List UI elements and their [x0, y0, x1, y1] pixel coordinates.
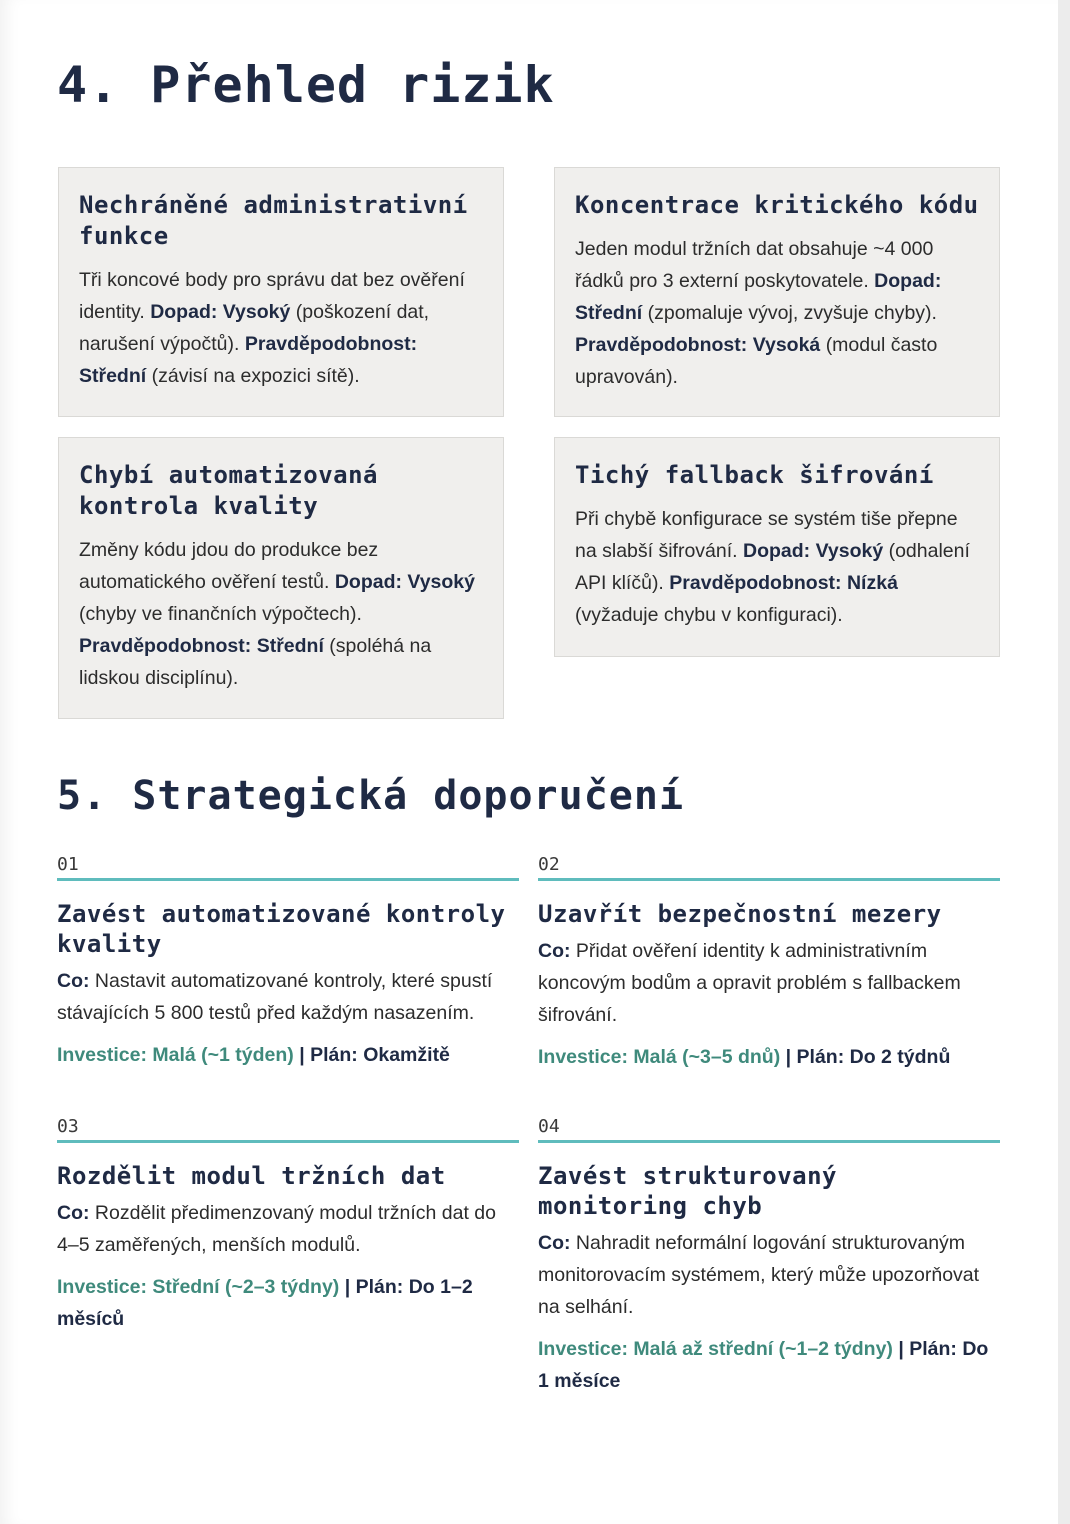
- recommendation-title: Zavést automatizované kontroly kvality: [57, 900, 506, 958]
- risks-section-heading: 4. Přehled rizik: [57, 56, 555, 114]
- recommendation-number: 03: [57, 1116, 79, 1137]
- risk-title: Tichý fallback šifrování: [575, 461, 934, 489]
- page-edge: [1058, 0, 1070, 1524]
- divider: [538, 878, 1000, 881]
- recommendation-title: Rozdělit modul tržních dat: [57, 1162, 446, 1190]
- recommendations-section-heading: 5. Strategická doporučení: [57, 773, 685, 819]
- recommendation-title: Uzavřít bezpečnostní mezery: [538, 900, 942, 928]
- risk-card: [554, 437, 1000, 657]
- recommendation-meta: Investice: Malá až střední (~1–2 týdny) | Plán: Do 1 měsíce: [538, 1338, 989, 1392]
- risk-title: Koncentrace kritického kódu: [575, 191, 979, 219]
- recommendation-title: Zavést strukturovaný monitoring chyb: [538, 1162, 837, 1220]
- recommendation-number: 04: [538, 1116, 560, 1137]
- recommendation-meta: Investice: Malá (~1 týden) | Plán: Okamžitě: [57, 1044, 450, 1066]
- risk-card: [58, 167, 504, 417]
- recommendation-meta: Investice: Malá (~3–5 dnů) | Plán: Do 2 týdnů: [538, 1046, 951, 1068]
- recommendation-number: 01: [57, 854, 79, 875]
- risk-title: Chybí automatizovaná kontrola kvality: [79, 461, 378, 520]
- recommendation-description: Co: Nahradit neformální logování strukturovaným monitorovacím systémem, který může upozorňovat na selhání.: [538, 1232, 980, 1318]
- risk-description: Změny kódu jdou do produkce bez automatického ověření testů. Dopad: Vysoký (chyby ve finančních výpočtech). Pravděpodobnost: Střední (spoléhá na lidskou disciplínu).: [79, 539, 475, 689]
- recommendation-number: 02: [538, 854, 560, 875]
- risk-card: [554, 167, 1000, 417]
- recommendation-description: Co: Přidat ověření identity k administrativním koncovým bodům a opravit problém s fallbackem šifrování.: [538, 940, 961, 1026]
- risk-card: [58, 437, 504, 719]
- risk-description: Při chybě konfigurace se systém tiše přepne na slabší šifrování. Dopad: Vysoký (odhalení API klíčů). Pravděpodobnost: Nízká (vyžaduje chybu v konfiguraci).: [575, 508, 970, 626]
- recommendation-description: Co: Nastavit automatizované kontroly, které spustí stávajících 5 800 testů před každým nasazením.: [57, 970, 493, 1024]
- recommendation-item: [538, 1113, 1000, 1397]
- recommendation-item: [538, 851, 1000, 1073]
- risk-description: Jeden modul tržních dat obsahuje ~4 000 řádků pro 3 externí poskytovatele. Dopad: Střední (zpomaluje vývoj, zvyšuje chyby). Pravděpodobnost: Vysoká (modul často upravován).: [575, 238, 942, 388]
- risk-title: Nechráněné administrativní funkce: [79, 191, 468, 250]
- divider: [538, 1140, 1000, 1143]
- divider: [57, 878, 519, 881]
- recommendation-item: [57, 1113, 519, 1335]
- recommendation-meta: Investice: Střední (~2–3 týdny) | Plán: Do 1–2 měsíců: [57, 1276, 473, 1330]
- risk-description: Tři koncové body pro správu dat bez ověření identity. Dopad: Vysoký (poškození dat, narušení výpočtů). Pravděpodobnost: Střední (závisí na expozici sítě).: [79, 269, 465, 387]
- divider: [57, 1140, 519, 1143]
- recommendation-item: [57, 851, 519, 1071]
- recommendation-description: Co: Rozdělit předimenzovaný modul tržních dat do 4–5 zaměřených, menších modulů.: [57, 1202, 496, 1256]
